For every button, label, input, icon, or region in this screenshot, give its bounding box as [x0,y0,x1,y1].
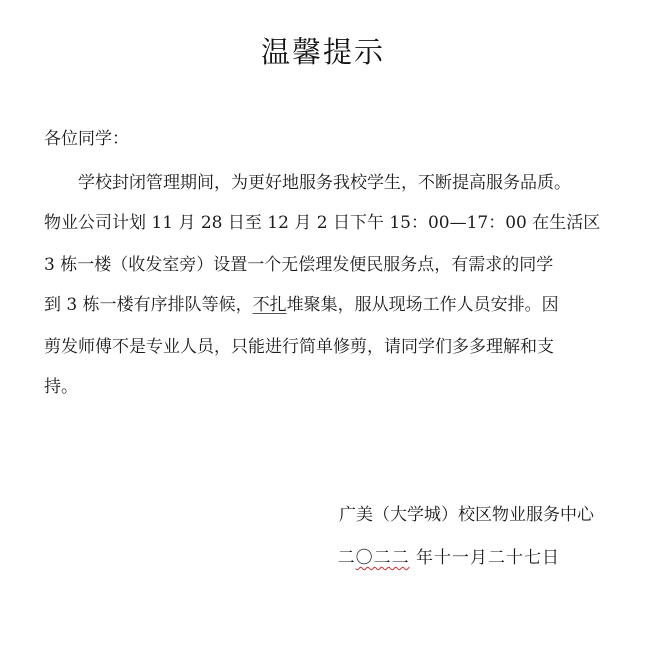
body-line-4-underlined: 不扎 [252,295,287,315]
signature: 广美（大学城）校区物业服务中心 [339,505,594,525]
body-line-1: 学校封闭管理期间，为更好地服务我校学生，不断提高服务品质。 [78,173,571,193]
date [338,543,560,568]
date-suffix: 年十一月二十七日 [409,548,560,568]
body-line-4 [44,290,559,315]
body-line-4-part-a: 到 3 栋一楼有序排队等候， [44,295,253,315]
date-prefix: 二 [337,548,356,568]
body-line-3: 3 栋一楼（收发室旁）设置一个无偿理发便民服务点，有需求的同学 [44,255,554,275]
date-spellcheck-marked: 〇二二 [355,548,410,568]
body-line-2: 物业公司计划 11 月 28 日至 12 月 2 日下午 15：00—17：00 在生活区 [44,213,601,233]
body-line-5: 剪发师傅不是专业人员，只能进行简单修剪，请同学们多多理解和支 [44,337,554,357]
body-line-6: 持。 [44,377,78,397]
salutation: 各位同学： [44,129,129,149]
notice-title: 温馨提示 [260,35,385,69]
body-line-4-part-b: 堆聚集，服从现场工作人员安排。因 [286,295,559,315]
